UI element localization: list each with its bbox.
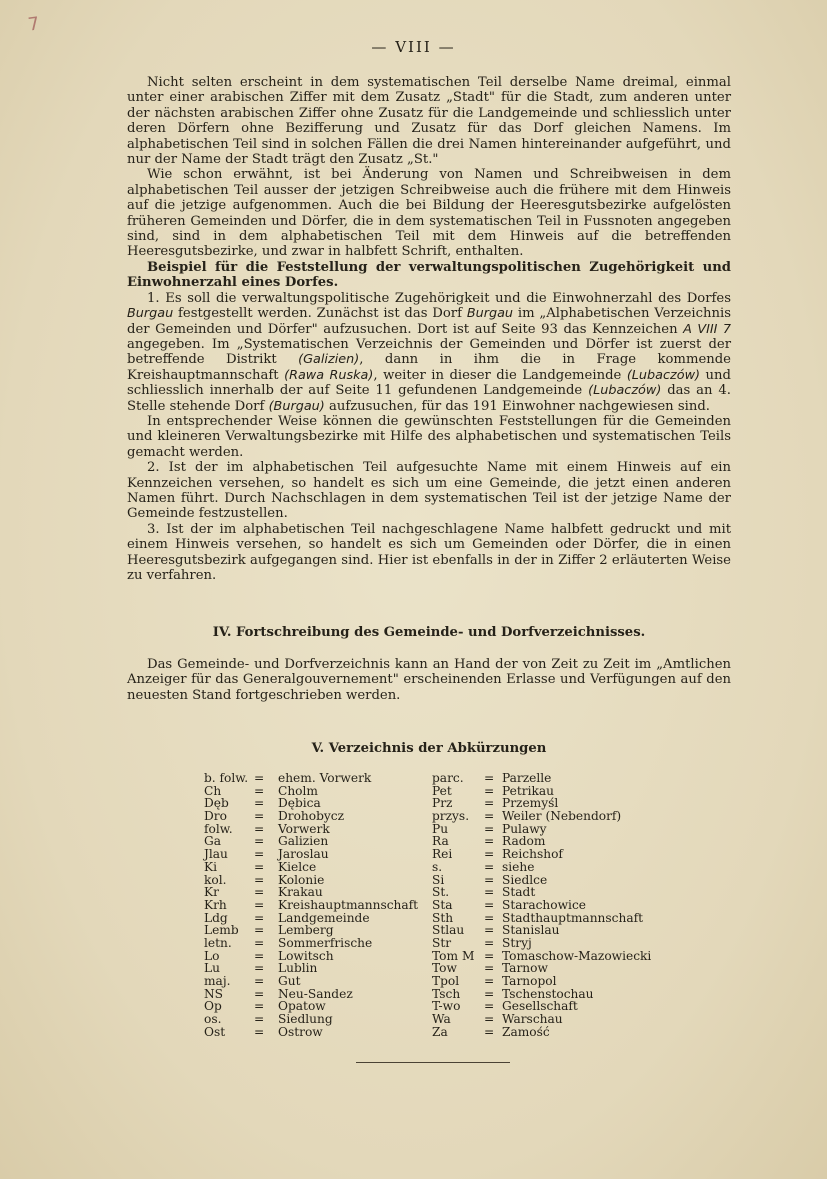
abbreviation: Pet [432,783,452,798]
abbreviation-row [432,848,651,861]
abbreviation: kol. [204,872,227,887]
abbreviation: Stlau [432,923,465,938]
equals-sign: = [484,935,495,950]
equals-sign: = [484,859,495,874]
abbreviation: Dro [204,809,227,824]
abbreviation-meaning: Jaroslau [278,847,329,862]
abbreviation: Tsch [432,986,461,1001]
emphasis-burgau: (Burgau) [268,398,325,414]
abbreviation-meaning: Petrikau [502,783,554,798]
abbreviation: Wa [432,1012,451,1027]
abbreviation: Lemb [204,923,239,938]
example-paragraph-2: In entsprechender Weise können die gewünschten Feststellungen für die Gemeinden und kleineren Verwaltungsbezirke mit Hilfe des alphabetischen und systematischen Teils gemacht werden. [127,413,731,460]
equals-sign: = [254,897,265,912]
abbreviation: Lu [204,961,220,976]
equals-sign: = [254,771,265,785]
abbreviation-row [204,975,418,988]
abbreviation-meaning: Starachowice [502,897,586,912]
abbreviation: Ki [204,859,218,874]
handwritten-margin-mark: 7 [26,13,41,36]
equals-sign: = [484,872,495,887]
abbreviation: T-wo [432,999,461,1014]
abbreviation: Rei [432,847,453,862]
equals-sign: = [484,974,495,988]
abbreviation-meaning: Siedlung [278,1012,333,1027]
abbreviation: przys. [432,809,470,824]
equals-sign: = [484,847,495,862]
abbreviation: St. [432,885,450,900]
equals-sign: = [484,986,495,1001]
abbreviation-list-left [204,772,418,1038]
abbreviation-meaning: Cholm [278,783,318,798]
abbreviation-meaning: Weiler (Nebendorf) [502,809,622,824]
equals-sign: = [254,796,265,811]
abbreviation: NS [204,986,224,1001]
abbreviation: Kr [204,885,219,900]
abbreviation: Dęb [204,796,229,811]
abbreviation: Op [204,999,222,1014]
equals-sign: = [254,809,265,824]
abbreviation: Sth [432,910,454,925]
equals-sign: = [484,771,495,785]
abbreviation-meaning: Landgemeinde [278,910,370,925]
example-paragraph-1: 1. Es soll die verwaltungspolitische Zugehörigkeit und die Einwohnerzahl des Dorfes Burgau festgestellt werden. Zunächst ist das Dorf Burgau im „Alphabetischen Verzeichnis der Gemeinden und Dörfer" aufzusuchen. Dort ist auf Seite 93 das Kennzeichen A VIII 7 angegeben. Im „Systematischen Verzeichnis der Gemeinden und Dörfer ist zuerst der betreffende Distrikt (Galizien), dann in ihm die in Frage kommende Kreishauptmannschaft (Rawa Ruska), weiter in dieser die Landgemeinde (Lubaczów) und schliesslich innerhalb der auf Seite 11 gefundenen Landgemeinde (Lubaczów) das an 4. Stelle stehende Dorf (Burgau) aufzusuchen, für das 191 Einwohner nachgewiesen sind. [127,290,732,414]
abbreviation: Sta [432,897,453,912]
abbreviation-row [432,1026,651,1039]
abbreviation-meaning: Tarnopol [502,974,557,988]
section-v-heading: V. Verzeichnis der Abkürzungen [311,741,547,756]
equals-sign: = [254,885,265,900]
abbreviation-meaning: Zamość [502,1024,550,1039]
emphasis-burgau: Burgau [127,306,174,322]
equals-sign: = [484,923,495,938]
abbreviation: Prz [432,796,453,811]
abbreviation-meaning: Parzelle [502,771,552,785]
abbreviation: Za [432,1024,448,1039]
abbreviation: Lo [204,948,220,963]
abbreviation-meaning: Przemyśl [502,796,559,811]
abbreviation: Tow [432,961,457,976]
abbreviation-meaning: Neu-Sandez [278,986,353,1001]
abbreviation: Ch [204,783,222,798]
emphasis-code: A VIII 7 [683,321,731,337]
equals-sign: = [254,910,265,925]
page-number: — VIII — [371,38,456,56]
abbreviation-meaning: Tarnow [502,961,548,976]
equals-sign: = [484,897,495,912]
abbreviation-row [204,937,418,950]
abbreviation-meaning: Siedlce [502,872,548,887]
abbreviation: letn. [204,935,232,950]
equals-sign: = [484,1024,495,1039]
abbreviation: b. folw. [204,771,249,785]
equals-sign: = [254,923,265,938]
equals-sign: = [484,999,495,1014]
equals-sign: = [484,796,495,811]
abbreviation-row [204,899,418,912]
abbreviation-row [432,810,651,823]
abbreviation-row [204,1013,418,1026]
closing-rule [356,1062,510,1063]
abbreviation: Jlau [204,847,228,862]
abbreviation-row [432,975,651,988]
abbreviation-row [432,1013,651,1026]
example-paragraph-3: 2. Ist der im alphabetischen Teil aufgesuchte Name mit einem Hinweis auf ein Kennzeichen versehen, so handelt es sich um eine Gemeinde, die jetzt einen anderen Namen führt. Durch Nachschlagen in dem systematischen Teil ist der jetzige Name der Gemeinde festzustellen. [127,460,731,522]
abbreviation-row [204,886,418,899]
abbreviation-meaning: Stryj [502,935,532,950]
emphasis-lubaczow: (Lubaczów) [588,383,662,399]
abbreviation-meaning: Stanislau [502,923,560,938]
abbreviation: Ra [432,834,449,849]
equals-sign: = [484,834,495,849]
abbreviation: maj. [204,974,231,988]
abbreviation: Ga [204,834,222,849]
abbreviation-row [204,772,418,785]
abbreviation-meaning: Tomaschow-Mazowiecki [502,948,652,963]
abbreviation-row [204,810,418,823]
abbreviation-row [432,861,651,874]
abbreviation: folw. [204,821,233,836]
abbreviation-meaning: Tschenstochau [502,986,594,1001]
abbreviation-row [432,772,651,785]
emphasis-galizien: (Galizien) [298,352,360,368]
abbreviation-row [204,861,418,874]
section-iv-paragraph: Das Gemeinde- und Dorfverzeichnis kann an Hand der von Zeit zu Zeit im „Amtlichen Anzeiger für das Generalgouvernement" erscheinenden Erlasse und Verfügungen auf den neuesten Stand fortgeschrieben werden. [127,657,731,703]
section-iv-heading: IV. Fortschreibung des Gemeinde- und Dorfverzeichnisses. [212,625,646,640]
abbreviation: os. [204,1012,222,1027]
abbreviation-meaning: Vorwerk [278,821,330,836]
equals-sign: = [484,821,495,836]
abbreviation-meaning: Krakau [278,885,323,900]
abbreviation-meaning: Kolonie [278,872,325,887]
equals-sign: = [254,935,265,950]
abbreviation-meaning: Kielce [278,859,317,874]
abbreviation: Str [432,935,452,950]
equals-sign: = [254,859,265,874]
abbreviation-row [432,937,651,950]
abbreviation-row [432,886,651,899]
abbreviation-meaning: Pulawy [502,821,547,836]
equals-sign: = [484,910,495,925]
equals-sign: = [254,974,265,988]
equals-sign: = [484,1012,495,1027]
section-iv-text [127,657,731,703]
abbreviation-meaning: Drohobycz [278,809,345,824]
emphasis-rawa-ruska: (Rawa Ruska) [284,367,374,383]
abbreviation-meaning: ehem. Vorwerk [278,771,372,785]
abbreviation-meaning: Reichshof [502,847,563,862]
equals-sign: = [484,783,495,798]
intro-paragraph-2: Wie schon erwähnt, ist bei Änderung von Namen und Schreibweisen in dem alphabetischen Teil ausser der jetzigen Schreibweise auch die frühere mit dem Hinweis auf die jetzige aufgenommen. Auch die bei Bildung der Heeresgutsbezirke aufgelösten früheren Gemeinden und Dörfer, die in dem systematischen Teil in Fussnoten angegeben sind, sind in dem alphabetischen Teil mit dem Hinweis auf die betreffenden Heeresgutsbezirke, und zwar in halbfett Schrift, enthalten. [127,167,731,260]
abbreviation-meaning: Ostrow [278,1024,323,1039]
example-paragraph-4: 3. Ist der im alphabetischen Teil nachgeschlagene Name halbfett gedruckt und mit einem Hinweis versehen, so handelt es sich um Gemeinden oder Dörfer, die in einen Heeresgutsbezirk aufgegangen sind. Hier ist ebenfalls in der in Ziffer 2 erläuterten Weise zu verfahren. [127,521,731,583]
abbreviation-meaning: Warschau [502,1012,563,1027]
abbreviation-row [204,848,418,861]
example-heading: Beispiel für die Feststellung der verwaltungspolitischen Zugehörigkeit und Einwohnerzahl eines Dorfes. [127,259,731,291]
abbreviation-row [204,1026,418,1039]
abbreviation-meaning: Stadt [502,885,536,900]
abbreviation: Ldg [204,910,228,925]
abbreviation-list-right [432,772,651,1038]
abbreviation-meaning: Dębica [278,796,321,811]
abbreviation-meaning: Radom [502,834,546,849]
abbreviation: Krh [204,897,227,912]
emphasis-lubaczow: (Lubaczów) [626,367,701,383]
abbreviation: Si [432,872,445,887]
emphasis-burgau: Burgau [466,306,514,322]
abbreviation-meaning: Galizien [278,834,329,849]
abbreviation: parc. [432,771,464,785]
equals-sign: = [254,834,265,849]
equals-sign: = [254,999,265,1014]
equals-sign: = [254,872,265,887]
abbreviation: Pu [432,821,449,836]
abbreviation-row [432,899,651,912]
abbreviation-meaning: Lowitsch [278,948,334,963]
equals-sign: = [254,1012,265,1027]
abbreviation: Tom M [432,948,475,963]
abbreviation-row [432,924,651,937]
abbreviation-meaning: Gut [278,974,301,988]
equals-sign: = [484,885,495,900]
equals-sign: = [254,847,265,862]
abbreviation-meaning: Gesellschaft [502,999,578,1014]
abbreviation-meaning: Opatow [278,999,326,1014]
equals-sign: = [484,961,495,976]
equals-sign: = [254,821,265,836]
equals-sign: = [254,948,265,963]
equals-sign: = [254,986,265,1001]
equals-sign: = [254,1024,265,1039]
equals-sign: = [254,961,265,976]
intro-paragraph-1: Nicht selten erscheint in dem systematischen Teil derselbe Name dreimal, einmal unter einer arabischen Ziffer mit dem Zusatz „Stadt" für die Stadt, zum anderen unter der nächsten arabischen Ziffer ohne Zusatz für die Landgemeinde und schliesslich unter deren Dörfern ohne Bezifferung und Zusatz für das Dorf gleichen Namens. Im alphabetischen Teil sind in solchen Fällen die drei Namen hintereinander aufgeführt, und nur der Name der Stadt trägt den Zusatz „St." [127,75,731,168]
body-text [127,75,731,583]
abbreviation-meaning: Sommerfrische [278,935,373,950]
abbreviation: s. [432,859,443,874]
abbreviation-row [432,874,651,887]
abbreviation-meaning: Lemberg [278,923,334,938]
abbreviation: Tpol [432,974,460,988]
equals-sign: = [484,809,495,824]
equals-sign: = [484,948,495,963]
abbreviation-meaning: Kreishauptmannschaft [278,897,419,912]
abbreviation: Ost [204,1024,226,1039]
abbreviation-meaning: Stadthauptmannschaft [502,910,644,925]
abbreviation-row [204,962,418,975]
equals-sign: = [254,783,265,798]
abbreviation-meaning: Lublin [278,961,318,976]
abbreviation-meaning: siehe [502,859,535,874]
